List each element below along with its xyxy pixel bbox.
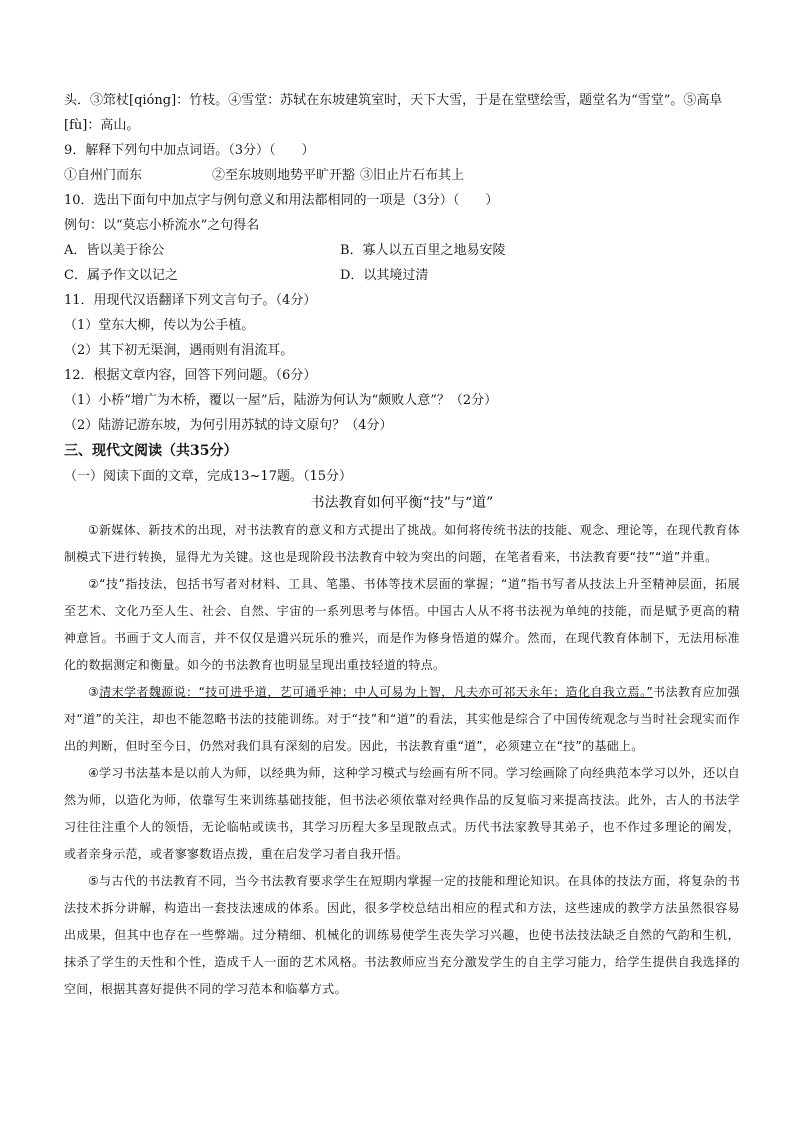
option-b: B．寡人以五百里之地易安陵 — [340, 243, 506, 258]
question-9-item-2: ②至东坡则地势平旷开豁 — [212, 168, 356, 183]
paragraph-4: ④学习书法基本是以前人为师，以经典为师，这种学习模式与绘画有所不同。学习绘画除了向经典范本学习以外，还以自然为师，以造化为师，依靠写生来训练基础技能，但书法必须依靠对经典作品的反复临习来提高技法。此外，古人的书法学习往往注重个人的领悟，无论临帖或读书，其学习历程大多呈现散点式。历代书法家教导其弟子，也不作过多理论的阐发，或者亲身示范，或者寥寥数语点拨，重在启发学习者自我开悟。 — [64, 766, 740, 861]
question-9-stem: 9．解释下列句中加点词语。（3分）（ ） — [64, 143, 315, 158]
paragraph-2: ②“技”指技法，包括书写者对材料、工具、笔墨、书体等技术层面的掌握；“道”指书写者从技法上升至精神层面，拓展至艺术、文化乃至人生、社会、自然、宇宙的一系列思考与体悟。中国古人从不将书法视为单纯的技能，而是赋予更高的精神意旨。书画于文人而言，并不仅仅是遣兴玩乐的雅兴，而是作为修身悟道的媒介。然而，在现代教育体制下，无法用标准化的数据测定和衡量。如今的书法教育也明显呈现出重技轻道的特点。 — [64, 577, 740, 672]
section-heading: 三、现代文阅读（共35分） — [64, 443, 238, 459]
paragraph-3 — [64, 679, 740, 760]
paragraph-3-number: ③ — [88, 685, 100, 699]
exam-page — [64, 88, 740, 1003]
paragraph-1: ①新媒体、新技术的出现，对书法教育的意义和方式提出了挑战。如何将传统书法的技能、观念、理论等，在现代教育体制模式下进行转换，显得尤为关键。这也是现阶段书法教育中较为突出的问题，在笔者看来，书法教育要“技”“道”并重。 — [64, 523, 740, 564]
question-12-sub-1: （1）小桥“增广为木桥，覆以一屋”后，陆游为何认为“颇败人意”？（2分） — [64, 393, 498, 408]
question-11-sentence-2: （2）其下初无渠涧，遇雨则有涓流耳。 — [64, 343, 294, 358]
question-11-stem: 11．用现代汉语翻译下列文言句子。（4分） — [64, 293, 317, 308]
question-10-example: 例句：以“莫忘小桥流水”之句得名 — [64, 218, 260, 233]
option-a: A．皆以美于徐公 — [64, 243, 165, 258]
option-c: C．属予作文以记之 — [64, 268, 178, 283]
underlined-quote: 清末学者魏源说：“技可进乎道，艺可通乎神；中人可易为上智，凡夫亦可祁天永年；造化自我立焉。” — [99, 685, 654, 699]
question-12-sub-2: （2）陆游记游东坡，为何引用苏轼的诗文原句？（4分） — [64, 418, 393, 433]
question-9-item-3: ③旧止片石布其上 — [360, 168, 465, 183]
question-10-options-row-2 — [64, 263, 740, 288]
paragraph-5: ⑤与古代的书法教育不同，当今书法教育要求学生在短期内掌握一定的技能和理论知识。在具体的技法方面，将复杂的书法技术拆分讲解，构造出一套技法速成的体系。因此，很多学校总结出相应的程式和方法，这些速成的教学方法虽然很容易出成果，但其中也存在一些弊端。过分精细、机械化的训练易使学生丧失学习兴趣，也使书法技法缺乏自然的气韵和生机，抹杀了学生的天性和个性，造成千人一面的艺术风格。书法教师应当充分激发学生的自主学习能力，给学生提供自我选择的空间，根据其喜好提供不同的学习范本和临摹方式。 — [64, 874, 740, 996]
question-9-options — [64, 163, 740, 188]
annotation-line: [fù]：高山。 — [64, 118, 140, 133]
question-10-options-row-1 — [64, 238, 740, 263]
question-10-stem: 10．选出下面句中加点字与例句意义和用法都相同的一项是（3分）（ ） — [64, 193, 499, 208]
question-9-item-1: ①自州门而东 — [64, 168, 143, 183]
option-d: D．以其境过清 — [340, 268, 429, 283]
question-12-stem: 12．根据文章内容，回答下列问题。（6分） — [64, 368, 317, 383]
question-11-sentence-1: （1）堂东大柳，传以为公手植。 — [64, 318, 255, 333]
article-title: 书法教育如何平衡“技”与“道” — [310, 495, 494, 511]
paragraph-3-body: 书法教育应加强对“道”的关注，却也不能忽略书法的技能训练。对于“技”和“道”的看法，其实他是综合了中国传统观念与当时社会现实而作出的判断，但时至今日，仍然对我们具有深刻的启发。因此，书法教育重“道”，必须建立在“技”的基础上。 — [64, 685, 740, 753]
annotation-line: 头．③筇杖[qióng]：竹枝。④雪堂：苏轼在东坡建筑室时，天下大雪，于是在堂壁绘雪，题堂名为“雪堂”。⑤高阜 — [64, 93, 723, 108]
section-subheading: （一）阅读下面的文章，完成13~17题。（15分） — [64, 469, 353, 484]
